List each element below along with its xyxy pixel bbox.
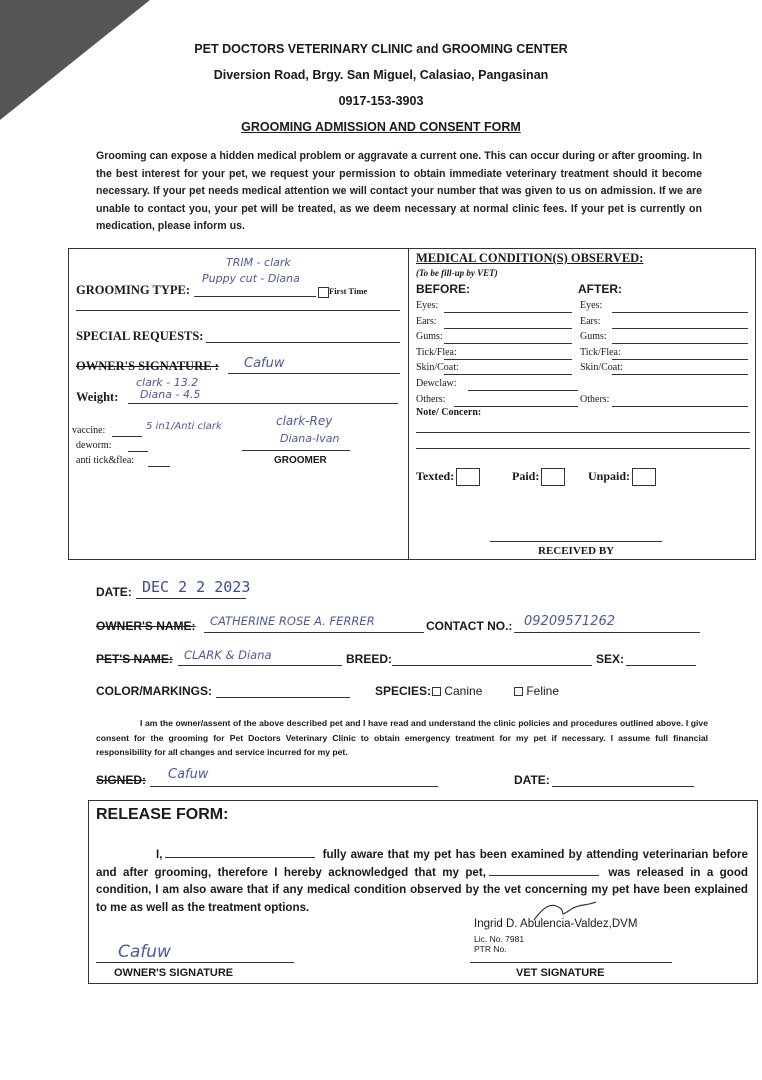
grooming-type-handwritten-2: Puppy cut - Diana xyxy=(202,272,300,285)
after-row-line[interactable] xyxy=(612,328,748,329)
date-label: DATE: xyxy=(96,585,132,599)
feline-label: Feline xyxy=(526,684,560,698)
after-row-label: Ears: xyxy=(580,315,601,327)
contact-line xyxy=(514,632,700,633)
groomer-handwritten-2: Diana-Ivan xyxy=(280,432,340,445)
before-label: BEFORE: xyxy=(416,282,470,296)
canine-label: Canine xyxy=(444,684,483,698)
color-markings-line xyxy=(216,697,350,698)
owner-signature-line xyxy=(228,373,400,374)
received-by-label: RECEIVED BY xyxy=(538,545,615,557)
after-row-label: Eyes: xyxy=(580,300,603,311)
received-by-line xyxy=(490,541,662,542)
note-line-1 xyxy=(416,432,750,433)
feline-option xyxy=(514,684,559,698)
grooming-type-label: GROOMING TYPE: xyxy=(76,283,191,297)
weight-line xyxy=(128,403,398,404)
before-row-line[interactable] xyxy=(444,374,572,375)
pet-name-handwritten: CLARK & Diana xyxy=(184,648,272,662)
groomer-label: GROOMER xyxy=(274,455,327,466)
before-row-label: Gums: xyxy=(416,331,443,343)
release-text-2: was released in a good condition, I am also aware that if any medical condition observed by the vet concerning my pet have been explained to me as well as the treatment options. xyxy=(96,865,748,914)
release-owner-signature-label: OWNER'S SIGNATURE xyxy=(114,967,234,979)
vet-ptr: PTR No. xyxy=(474,944,507,954)
vet-signature-label: VET SIGNATURE xyxy=(516,967,605,979)
before-row-line[interactable] xyxy=(444,343,572,344)
after-label: AFTER: xyxy=(578,282,622,296)
release-owner-signature-handwritten: Cafuw xyxy=(118,942,171,962)
date-stamp: DEC 2 2 2023 xyxy=(142,578,251,596)
note-line-2 xyxy=(416,448,750,449)
before-row-line[interactable] xyxy=(444,312,572,313)
anti-tick-line xyxy=(148,466,170,467)
special-requests-line xyxy=(206,342,400,343)
vaccine-line xyxy=(112,436,142,437)
after-row-label: Others: xyxy=(580,393,610,405)
release-title: RELEASE FORM: xyxy=(96,806,229,823)
breed-line xyxy=(392,665,592,666)
paid-option xyxy=(512,468,565,486)
after-row-label: Tick/Flea: xyxy=(580,346,621,358)
vaccine-handwritten: 5 in1/Anti clark xyxy=(146,421,222,432)
first-time-checkbox[interactable] xyxy=(318,287,329,298)
sex-line xyxy=(626,665,696,666)
after-row-line[interactable] xyxy=(612,312,748,313)
breed-label: BREED: xyxy=(346,652,393,666)
before-row-label: Others: xyxy=(416,393,446,405)
canine-option xyxy=(432,684,482,698)
owner-name-label: OWNER'S NAME: xyxy=(96,619,196,633)
clinic-address: Diversion Road, Brgy. San Miguel, Calasiao, Pangasinan xyxy=(213,68,549,82)
vet-license: Lic. No. 7981 xyxy=(474,934,525,944)
pet-name-line xyxy=(178,665,342,666)
signed-line xyxy=(150,786,438,787)
feline-checkbox[interactable] xyxy=(514,687,523,696)
owner-signature-label: OWNER'S SIGNATURE : xyxy=(76,359,219,373)
owner-name-handwritten: CATHERINE ROSE A. FERRER xyxy=(210,614,375,628)
contact-label: CONTACT NO.: xyxy=(426,619,513,633)
before-row-label: Tick/Flea: xyxy=(416,346,457,358)
signed-date-line xyxy=(552,786,694,787)
form-title: GROOMING ADMISSION AND CONSENT FORM xyxy=(241,120,521,134)
owner-name-line xyxy=(204,632,424,633)
release-paragraph xyxy=(96,846,748,916)
medical-subtitle: (To be fill-up by VET) xyxy=(416,268,498,278)
before-row-line[interactable] xyxy=(444,359,572,360)
signed-handwritten: Cafuw xyxy=(168,767,209,782)
after-row-line[interactable] xyxy=(612,343,748,344)
consent-text: I am the owner/assent of the above described pet and I have read and understand the clinic policies and procedures outlined above. I give consent for the grooming for Pet Doctors Veterinary Clinic to obtain emergency treatment for my pet if necessary. I assume full financial responsibility for all changes and service incurred for my pet. xyxy=(96,718,708,757)
release-i: I, xyxy=(156,848,163,861)
deworm-label: deworm: xyxy=(76,440,112,451)
vet-name: Ingrid D. Abulencia-Valdez,DVM xyxy=(474,918,638,930)
weight-label: Weight: xyxy=(76,390,119,404)
after-row-line[interactable] xyxy=(612,374,748,375)
unpaid-option xyxy=(588,468,656,486)
medical-title: MEDICAL CONDITION(S) OBSERVED: xyxy=(416,251,644,265)
before-row-label: Eyes: xyxy=(416,300,439,311)
weight-handwritten-2: Diana - 4.5 xyxy=(140,388,201,401)
special-requests-label: SPECIAL REQUESTS: xyxy=(76,329,204,343)
owner-signature-handwritten: Cafuw xyxy=(244,356,285,371)
box-divider xyxy=(408,248,409,560)
grooming-type-line xyxy=(194,296,316,297)
after-row-label: Skin/Coat: xyxy=(580,362,623,374)
note-label: Note/ Concern: xyxy=(416,407,482,418)
intro-paragraph: Grooming can expose a hidden medical problem or aggravate a current one. This can occur during or after grooming. In the best interest for your pet, we request your permission to obtain immediate veterinary treatment should it become necessary. If your pet needs medical attention we will contact your number that was given to us on admission. If we are unable to contact you, your pet will be treated, as we deem necessary at normal clinic fees. If your pet is currently on medication, please inform us. xyxy=(96,150,702,233)
signed-label: SIGNED: xyxy=(96,773,147,787)
after-row-line[interactable] xyxy=(612,359,748,360)
release-text-1: fully aware that my pet has been examined by attending veterinarian before and after grooming, therefore I hereby acknowledged that my pet, xyxy=(96,848,748,879)
before-row-line[interactable] xyxy=(444,328,572,329)
before-row-label: Dewclaw: xyxy=(416,378,457,389)
clinic-name: PET DOCTORS VETERINARY CLINIC and GROOMING CENTER xyxy=(194,42,568,56)
vet-signature-line xyxy=(470,962,672,963)
consent-paragraph xyxy=(96,716,708,760)
texted-label: Texted: xyxy=(416,468,455,483)
weight-handwritten-1: clark - 13.2 xyxy=(136,376,199,389)
grooming-type-handwritten-1: TRIM - clark xyxy=(226,256,291,269)
texted-option xyxy=(416,468,480,486)
color-markings-label: COLOR/MARKINGS: xyxy=(96,684,212,698)
texted-checkbox[interactable] xyxy=(456,468,480,486)
vaccine-label: vaccine: xyxy=(72,425,106,436)
sex-label: SEX: xyxy=(596,652,625,666)
pet-name-label: PET'S NAME: xyxy=(96,652,173,666)
after-row-label: Gums: xyxy=(580,331,607,343)
date-line xyxy=(136,598,246,599)
groomer-handwritten-1: clark-Rey xyxy=(276,414,333,428)
grooming-type-line-2 xyxy=(76,310,400,311)
clinic-phone: 0917-153-3903 xyxy=(338,94,424,108)
canine-checkbox[interactable] xyxy=(432,687,441,696)
paid-label: Paid: xyxy=(512,468,540,483)
deworm-line xyxy=(128,451,148,452)
before-row-label: Skin/Coat: xyxy=(416,362,459,374)
unpaid-label: Unpaid: xyxy=(588,468,631,483)
groomer-line xyxy=(242,450,350,451)
anti-tick-label: anti tick&flea: xyxy=(76,455,135,466)
paid-checkbox[interactable] xyxy=(541,468,565,486)
release-owner-signature-line xyxy=(96,962,294,963)
before-row-label: Ears: xyxy=(416,315,437,327)
before-row-line[interactable] xyxy=(468,390,578,391)
first-time-label: First Time xyxy=(329,286,368,296)
species-label: SPECIES: xyxy=(375,684,432,698)
contact-handwritten: 09209571262 xyxy=(524,614,615,629)
after-row-line[interactable] xyxy=(612,406,748,407)
signed-date-label: DATE: xyxy=(514,773,550,787)
unpaid-checkbox[interactable] xyxy=(632,468,656,486)
first-time-option xyxy=(318,286,367,298)
